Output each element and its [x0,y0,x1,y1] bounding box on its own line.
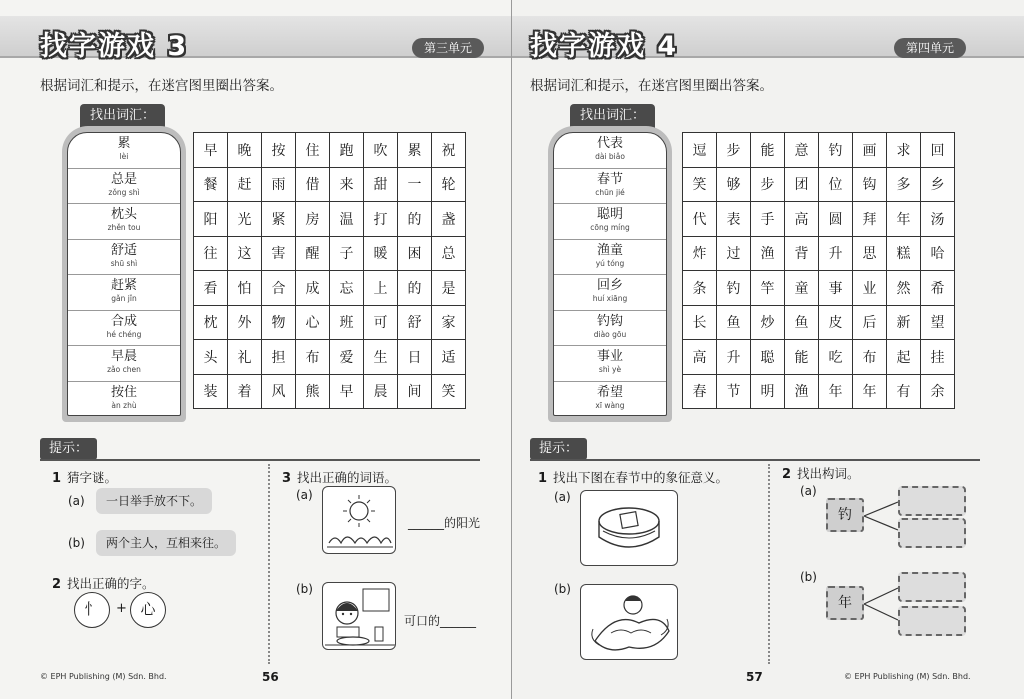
grid-row [194,340,466,375]
option-label-b: (b) [554,582,571,596]
root-char-b: 年 [826,586,864,620]
radical-circle: 忄 [74,592,110,628]
option-label-b: (b) [68,536,85,550]
vocab-panel [62,126,186,422]
publisher-credit: © EPH Publishing (M) Sdn. Bhd. [844,672,971,681]
grid-cell[interactable]: 步 [717,133,751,168]
vocab-item [68,169,180,205]
vocab-pinyin: yú tóng [595,258,625,268]
hint-divider [530,459,980,461]
grid-cell[interactable]: 风 [262,374,296,409]
grid-cell[interactable]: 钓 [819,133,853,168]
grid-cell[interactable]: 忘 [330,271,364,306]
vocab-word: 春节 [596,171,623,187]
grid-cell[interactable]: 温 [330,202,364,237]
grid-cell[interactable]: 赶 [228,167,262,202]
grid-cell[interactable]: 背 [785,236,819,271]
vocab-list [67,132,181,416]
grid-cell[interactable]: 合 [262,271,296,306]
grid-cell[interactable]: 逗 [683,133,717,168]
grid-row [194,202,466,237]
grid-cell[interactable]: 这 [228,236,262,271]
meal-illustration [322,582,396,650]
grid-cell[interactable]: 子 [330,236,364,271]
question-2 [52,574,155,592]
grid-row [194,271,466,306]
vocab-pinyin: diào gōu [593,329,627,339]
grid-cell[interactable]: 早 [194,133,228,168]
question-number: 2 [782,467,792,482]
grid-cell[interactable]: 意 [785,133,819,168]
page-title: 找字游戏 4 [530,31,679,62]
grid-cell[interactable]: 外 [228,305,262,340]
grid-cell[interactable]: 渔 [785,374,819,409]
vocab-pinyin: hé chéng [106,329,142,339]
hint-label: 提示： [530,438,587,460]
grid-row [683,236,955,271]
grid-cell[interactable]: 渔 [751,236,785,271]
question-number: 1 [52,471,62,486]
grid-cell[interactable]: 余 [921,374,955,409]
grid-cell[interactable]: 阳 [194,202,228,237]
title-bar [512,16,1024,62]
grid-cell[interactable]: 条 [683,271,717,306]
grid-row [683,340,955,375]
grid-cell[interactable]: 可 [364,305,398,340]
grid-cell[interactable]: 适 [432,340,466,375]
grid-cell[interactable]: 有 [887,374,921,409]
option-label-a: (a) [68,494,85,508]
vocab-item [68,240,180,276]
grid-cell[interactable]: 能 [751,133,785,168]
vocab-list [553,132,667,416]
fill-blank-a: ______的阳光 [408,516,481,530]
grid-cell[interactable]: 往 [194,236,228,271]
grid-cell[interactable]: 住 [296,133,330,168]
grid-cell[interactable]: 甜 [364,167,398,202]
grid-cell[interactable]: 年 [853,374,887,409]
grid-cell[interactable]: 糕 [887,236,921,271]
vocab-pinyin: dài biǎo [595,152,625,161]
question-text: 猜字谜。 [67,470,118,485]
grid-row [683,271,955,306]
grid-cell[interactable]: 升 [717,340,751,375]
grid-cell[interactable]: 钩 [853,167,887,202]
grid-cell[interactable]: 祝 [432,133,466,168]
page-title: 找字游戏 3 [40,31,189,62]
vocab-pinyin: shì yè [598,365,622,374]
grid-cell[interactable]: 皮 [819,305,853,340]
grid-cell[interactable]: 光 [228,202,262,237]
question-3 [282,468,397,486]
grid-cell[interactable]: 步 [751,167,785,202]
grid-cell[interactable]: 餐 [194,167,228,202]
answer-box-b1[interactable] [898,572,966,602]
grid-cell[interactable]: 家 [432,305,466,340]
grid-cell[interactable]: 打 [364,202,398,237]
grid-cell[interactable]: 暖 [364,236,398,271]
grid-cell[interactable]: 够 [717,167,751,202]
grid-cell[interactable]: 笑 [683,167,717,202]
vocab-item [554,169,666,205]
root-char-a: 钓 [826,498,864,532]
unit-badge: 第三单元 [412,38,484,58]
grid-cell[interactable]: 紧 [262,202,296,237]
vocab-word: 渔童 [596,242,623,258]
grid-cell[interactable]: 成 [296,271,330,306]
grid-cell[interactable]: 哈 [921,236,955,271]
answer-box-b2[interactable] [898,606,966,636]
grid-cell[interactable]: 舒 [398,305,432,340]
vocab-pinyin: zhěn tou [107,223,141,232]
grid-row [194,236,466,271]
grid-row [683,374,955,409]
grid-cell[interactable]: 望 [921,305,955,340]
sunshine-illustration [322,486,396,554]
grid-cell[interactable]: 装 [194,374,228,409]
grid-cell[interactable]: 怕 [228,271,262,306]
grid-cell[interactable]: 求 [887,133,921,168]
vocab-pinyin: àn zhù [111,400,137,410]
vocab-item [554,346,666,382]
grid-cell[interactable]: 起 [887,340,921,375]
grid-cell[interactable]: 早 [330,374,364,409]
vocab-pinyin: chūn jié [595,187,625,197]
vocab-pinyin: zǒng shì [108,187,140,197]
grid-cell[interactable]: 鱼 [785,305,819,340]
vocab-word: 早晨 [110,349,137,364]
grid-cell[interactable]: 位 [819,167,853,202]
answer-box-a1[interactable] [898,486,966,516]
branch-lines-b [864,584,900,626]
vocab-item [554,133,666,169]
vocab-label: 找出词汇： [570,104,655,128]
grid-cell[interactable]: 吹 [364,133,398,168]
grid-cell[interactable]: 布 [853,340,887,375]
grid-cell[interactable]: 节 [717,374,751,409]
page-number: 57 [746,670,763,684]
grid-cell[interactable]: 聪 [751,340,785,375]
vocab-item [554,204,666,240]
grid-cell[interactable]: 能 [785,340,819,375]
grid-cell[interactable]: 笑 [432,374,466,409]
question-number: 1 [538,471,548,486]
vocab-item [554,275,666,311]
grid-cell[interactable]: 希 [921,271,955,306]
grid-cell[interactable]: 童 [785,271,819,306]
grid-row [683,305,955,340]
grid-cell[interactable]: 礼 [228,340,262,375]
question-2 [782,464,860,482]
grid-cell[interactable]: 汤 [921,202,955,237]
vocab-word: 希望 [596,384,623,400]
grid-cell[interactable]: 的 [398,202,432,237]
question-1 [52,468,117,486]
vocab-word: 回乡 [596,278,623,293]
vocab-word: 累 [117,136,131,151]
grid-cell[interactable]: 班 [330,305,364,340]
riddle-a: 一日举手放不下。 [96,488,212,514]
grid-cell[interactable]: 新 [887,305,921,340]
option-label-a: (a) [554,490,571,504]
grid-row [683,167,955,202]
vocab-panel [548,126,672,422]
vocab-pinyin: shū shì [110,258,138,268]
vocab-item [68,311,180,347]
grid-cell[interactable]: 房 [296,202,330,237]
vocab-label: 找出词汇： [80,104,165,128]
grid-cell[interactable]: 物 [262,305,296,340]
grid-row [683,202,955,237]
vocab-word: 枕头 [110,207,137,222]
vocab-item [68,204,180,240]
option-label-b: (b) [296,582,313,596]
riddle-b: 两个主人，互相来往。 [96,530,236,556]
grid-cell[interactable]: 乡 [921,167,955,202]
vocab-word: 总是 [110,171,137,187]
grid-cell[interactable]: 春 [683,374,717,409]
grid-cell[interactable]: 熊 [296,374,330,409]
vocab-item [554,382,666,417]
vocab-word: 事业 [596,349,623,364]
grid-cell[interactable]: 竿 [751,271,785,306]
grid-cell[interactable]: 炒 [751,305,785,340]
grid-cell[interactable]: 晨 [364,374,398,409]
grid-cell[interactable]: 轮 [432,167,466,202]
grid-cell[interactable]: 多 [887,167,921,202]
grid-cell[interactable]: 表 [717,202,751,237]
grid-cell[interactable]: 担 [262,340,296,375]
grid-cell[interactable]: 明 [751,374,785,409]
grid-cell[interactable]: 高 [683,340,717,375]
vocab-item [68,382,180,417]
grid-cell[interactable]: 间 [398,374,432,409]
vocab-pinyin: huí xiāng [592,294,628,303]
vocab-pinyin: lèi [119,152,129,161]
vocab-pinyin: gǎn jǐn [111,294,137,303]
question-text: 找出下图在春节中的象征意义。 [553,470,729,485]
vocab-item [554,311,666,347]
vocab-word: 代表 [596,136,623,151]
grid-cell[interactable]: 是 [432,271,466,306]
grid-cell[interactable]: 跑 [330,133,364,168]
rice-cake-illustration [580,490,678,566]
vocab-word: 赶紧 [110,278,137,293]
grid-cell[interactable]: 累 [398,133,432,168]
plus-sign: + [116,601,127,616]
answer-box-a2[interactable] [898,518,966,548]
hint-divider [40,459,480,461]
vocab-item [68,346,180,382]
grid-cell[interactable]: 上 [364,271,398,306]
grid-cell[interactable]: 按 [262,133,296,168]
grid-cell[interactable]: 害 [262,236,296,271]
grid-cell[interactable]: 年 [819,374,853,409]
grid-cell[interactable]: 生 [364,340,398,375]
grid-row [194,133,466,168]
right-page [512,0,1024,699]
vocab-word: 聪明 [596,207,623,222]
publisher-credit: © EPH Publishing (M) Sdn. Bhd. [40,672,167,681]
grid-cell[interactable]: 事 [819,271,853,306]
question-number: 2 [52,577,62,592]
column-divider [768,464,770,664]
grid-cell[interactable]: 心 [296,305,330,340]
option-label-a: (a) [296,488,313,502]
grid-cell[interactable]: 画 [853,133,887,168]
grid-cell[interactable]: 醒 [296,236,330,271]
fill-blank-b: 可口的______ [404,614,477,628]
grid-cell[interactable]: 炸 [683,236,717,271]
grid-cell[interactable]: 代 [683,202,717,237]
grid-cell[interactable]: 拜 [853,202,887,237]
grid-cell[interactable]: 然 [887,271,921,306]
grid-row [194,305,466,340]
grid-cell[interactable]: 的 [398,271,432,306]
vocab-word: 舒适 [110,242,137,258]
grid-row [194,374,466,409]
grid-cell[interactable]: 挂 [921,340,955,375]
vocab-word: 合成 [110,313,137,329]
grid-cell[interactable]: 高 [785,202,819,237]
grid-cell[interactable]: 看 [194,271,228,306]
unit-badge: 第四单元 [894,38,966,58]
vocab-pinyin: zǎo chen [107,365,141,374]
grid-cell[interactable]: 日 [398,340,432,375]
title-bar [0,16,512,62]
vocab-pinyin: cōng míng [590,223,630,232]
question-text: 找出正确的词语。 [297,470,398,485]
grid-cell[interactable]: 头 [194,340,228,375]
grid-cell[interactable]: 雨 [262,167,296,202]
vocab-item [68,275,180,311]
grid-cell[interactable]: 爱 [330,340,364,375]
grid-row [194,167,466,202]
fish-boy-illustration [580,584,678,660]
grid-cell[interactable]: 鱼 [717,305,751,340]
grid-cell[interactable]: 思 [853,236,887,271]
grid-cell[interactable]: 一 [398,167,432,202]
grid-cell[interactable]: 晚 [228,133,262,168]
grid-cell[interactable]: 年 [887,202,921,237]
grid-cell[interactable]: 布 [296,340,330,375]
branch-lines-a [864,498,900,538]
grid-cell[interactable]: 手 [751,202,785,237]
grid-cell[interactable]: 来 [330,167,364,202]
word-search-grid[interactable] [682,132,955,409]
vocab-word: 钓钩 [596,313,623,329]
question-1 [538,468,728,486]
question-text: 找出构词。 [797,466,860,481]
grid-cell[interactable]: 吃 [819,340,853,375]
grid-cell[interactable]: 枕 [194,305,228,340]
grid-cell[interactable]: 圆 [819,202,853,237]
grid-cell[interactable]: 回 [921,133,955,168]
grid-row [683,133,955,168]
grid-cell[interactable]: 总 [432,236,466,271]
grid-cell[interactable]: 业 [853,271,887,306]
option-label-a: (a) [800,484,817,498]
vocab-item [554,240,666,276]
grid-cell[interactable]: 长 [683,305,717,340]
vocab-word: 按住 [110,384,137,400]
option-label-b: (b) [800,570,817,584]
grid-cell[interactable]: 团 [785,167,819,202]
instruction: 根据词汇和提示，在迷宫图里圈出答案。 [530,78,773,94]
grid-cell[interactable]: 过 [717,236,751,271]
column-divider [268,464,270,664]
vocab-item [68,133,180,169]
instruction: 根据词汇和提示，在迷宫图里圈出答案。 [40,78,283,94]
grid-cell[interactable]: 着 [228,374,262,409]
grid-cell[interactable]: 升 [819,236,853,271]
grid-cell[interactable]: 困 [398,236,432,271]
grid-cell[interactable]: 盏 [432,202,466,237]
grid-cell[interactable]: 后 [853,305,887,340]
grid-cell[interactable]: 钓 [717,271,751,306]
page-number: 56 [262,670,279,684]
grid-cell[interactable]: 借 [296,167,330,202]
question-number: 3 [282,471,292,486]
word-search-grid[interactable] [193,132,466,409]
component-circle: 心 [130,592,166,628]
hint-label: 提示： [40,438,97,460]
question-text: 找出正确的字。 [67,576,155,591]
vocab-pinyin: xī wàng [595,400,625,410]
